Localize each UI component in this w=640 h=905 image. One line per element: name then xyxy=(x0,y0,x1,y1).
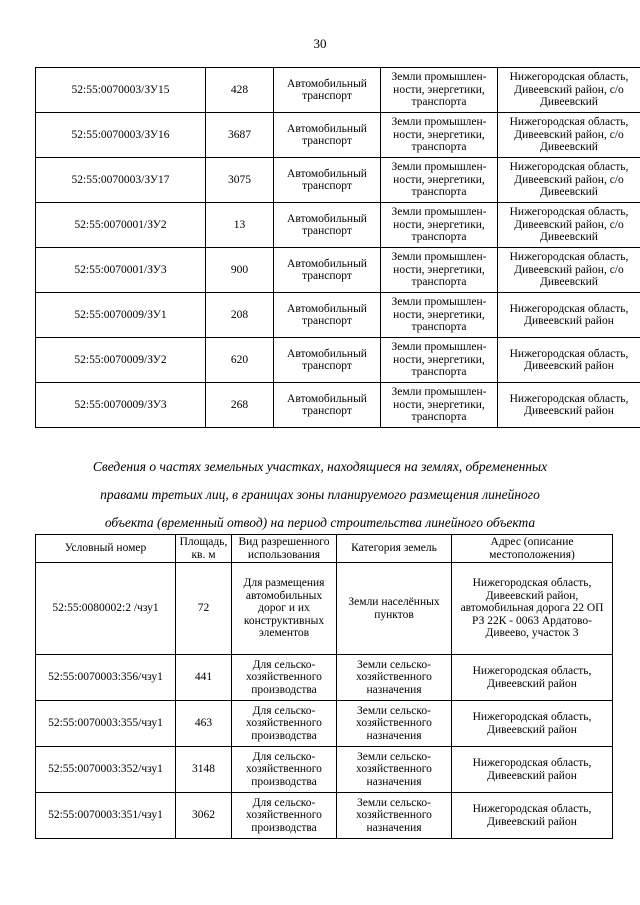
plot-id-cell: 52:55:0070001/ЗУ2 xyxy=(36,203,206,248)
category-cell: Земли сельско- хозяйственного назначения xyxy=(337,747,452,793)
area-cell: 13 xyxy=(206,203,274,248)
header-area: Площадь, кв. м xyxy=(176,535,232,563)
area-cell: 620 xyxy=(206,338,274,383)
table-row xyxy=(36,203,640,248)
address-cell: Нижегородская область, Дивеевский район, с/о Дивеевский xyxy=(498,68,640,113)
area-cell: 3075 xyxy=(206,158,274,203)
caption-line: правами третьих лиц, в границах зоны планируемого размещения линейного xyxy=(100,487,540,502)
category-cell: Земли промышлен- ности, энергетики, транспорта xyxy=(381,113,498,158)
use-cell: Для сельско- хозяйственного производства xyxy=(232,793,337,839)
category-cell: Земли промышлен- ности, энергетики, транспорта xyxy=(381,68,498,113)
table-row xyxy=(36,158,640,203)
plot-id-cell: 52:55:0070003/ЗУ16 xyxy=(36,113,206,158)
header-category: Категория земель xyxy=(337,535,452,563)
category-cell: Земли промышлен- ности, энергетики, транспорта xyxy=(381,293,498,338)
plot-id-cell: 52:55:0080002:2 /чзу1 xyxy=(36,563,176,655)
address-cell: Нижегородская область, Дивеевский район, с/о Дивеевский xyxy=(498,158,640,203)
table-row xyxy=(36,655,613,701)
plot-id-cell: 52:55:0070003:352/чзу1 xyxy=(36,747,176,793)
plot-id-cell: 52:55:0070003/ЗУ17 xyxy=(36,158,206,203)
table-row xyxy=(36,293,640,338)
category-cell: Земли сельско- хозяйственного назначения xyxy=(337,701,452,747)
use-cell: Для сельско- хозяйственного производства xyxy=(232,655,337,701)
header-id: Условный номер xyxy=(36,535,176,563)
use-cell: Автомобильный транспорт xyxy=(274,158,381,203)
table-row xyxy=(36,747,613,793)
category-cell: Земли сельско- хозяйственного назначения xyxy=(337,655,452,701)
area-cell: 463 xyxy=(176,701,232,747)
address-cell: Нижегородская область, Дивеевский район xyxy=(498,338,640,383)
table-row xyxy=(36,701,613,747)
use-cell: Автомобильный транспорт xyxy=(274,338,381,383)
address-cell: Нижегородская область, Дивеевский район xyxy=(452,793,613,839)
address-cell: Нижегородская область, Дивеевский район xyxy=(498,293,640,338)
area-cell: 3687 xyxy=(206,113,274,158)
use-cell: Автомобильный транспорт xyxy=(274,293,381,338)
plot-id-cell: 52:55:0070001/ЗУ3 xyxy=(36,248,206,293)
category-cell: Земли промышлен- ности, энергетики, транспорта xyxy=(381,383,498,428)
use-cell: Автомобильный транспорт xyxy=(274,68,381,113)
plot-id-cell: 52:55:0070003/ЗУ15 xyxy=(36,68,206,113)
use-cell: Автомобильный транспорт xyxy=(274,248,381,293)
use-cell: Автомобильный транспорт xyxy=(274,203,381,248)
area-cell: 72 xyxy=(176,563,232,655)
section-caption xyxy=(30,453,610,537)
area-cell: 3062 xyxy=(176,793,232,839)
table-header-row xyxy=(36,535,613,563)
category-cell: Земли промышлен- ности, энергетики, транспорта xyxy=(381,248,498,293)
caption-line: Сведения о частях земельных участках, находящиеся на землях, обремененных xyxy=(92,459,548,474)
table-row xyxy=(36,248,640,293)
area-cell: 441 xyxy=(176,655,232,701)
address-cell: Нижегородская область, Дивеевский район, с/о Дивеевский xyxy=(498,203,640,248)
plot-id-cell: 52:55:0070009/ЗУ2 xyxy=(36,338,206,383)
use-cell: Для сельско- хозяйственного производства xyxy=(232,747,337,793)
plot-id-cell: 52:55:0070009/ЗУ3 xyxy=(36,383,206,428)
caption-line: объекта (временный отвод) на период строительства линейного объекта xyxy=(104,515,536,530)
table-row xyxy=(36,793,613,839)
address-cell: Нижегородская область, Дивеевский район xyxy=(498,383,640,428)
plot-id-cell: 52:55:0070003:351/чзу1 xyxy=(36,793,176,839)
address-cell: Нижегородская область, Дивеевский район, автомобильная дорога 22 ОП РЗ 22К - 0063 Ардатово-Дивеево, участок 3 xyxy=(452,563,613,655)
address-cell: Нижегородская область, Дивеевский район, с/о Дивеевский xyxy=(498,113,640,158)
header-use: Вид разрешенного использования xyxy=(232,535,337,563)
page-number: 30 xyxy=(313,36,327,51)
category-cell: Земли промышлен- ности, энергетики, транспорта xyxy=(381,338,498,383)
use-cell: Для сельско- хозяйственного производства xyxy=(232,701,337,747)
plot-parts-table xyxy=(35,534,613,839)
area-cell: 268 xyxy=(206,383,274,428)
header-address: Адрес (описание местоположения) xyxy=(452,535,613,563)
plot-id-cell: 52:55:0070003:355/чзу1 xyxy=(36,701,176,747)
category-cell: Земли промышлен- ности, энергетики, транспорта xyxy=(381,158,498,203)
address-cell: Нижегородская область, Дивеевский район xyxy=(452,655,613,701)
area-cell: 428 xyxy=(206,68,274,113)
table-row xyxy=(36,113,640,158)
area-cell: 3148 xyxy=(176,747,232,793)
address-cell: Нижегородская область, Дивеевский район, с/о Дивеевский xyxy=(498,248,640,293)
use-cell: Для размещения автомобильных дорог и их конструктивных элементов xyxy=(232,563,337,655)
table-row xyxy=(36,338,640,383)
category-cell: Земли промышлен- ности, энергетики, транспорта xyxy=(381,203,498,248)
table-row xyxy=(36,563,613,655)
category-cell: Земли населённых пунктов xyxy=(337,563,452,655)
land-plots-table xyxy=(35,67,640,428)
plot-id-cell: 52:55:0070009/ЗУ1 xyxy=(36,293,206,338)
area-cell: 208 xyxy=(206,293,274,338)
address-cell: Нижегородская область, Дивеевский район xyxy=(452,747,613,793)
use-cell: Автомобильный транспорт xyxy=(274,113,381,158)
category-cell: Земли сельско- хозяйственного назначения xyxy=(337,793,452,839)
area-cell: 900 xyxy=(206,248,274,293)
table-row xyxy=(36,68,640,113)
use-cell: Автомобильный транспорт xyxy=(274,383,381,428)
table-row xyxy=(36,383,640,428)
address-cell: Нижегородская область, Дивеевский район xyxy=(452,701,613,747)
plot-id-cell: 52:55:0070003:356/чзу1 xyxy=(36,655,176,701)
